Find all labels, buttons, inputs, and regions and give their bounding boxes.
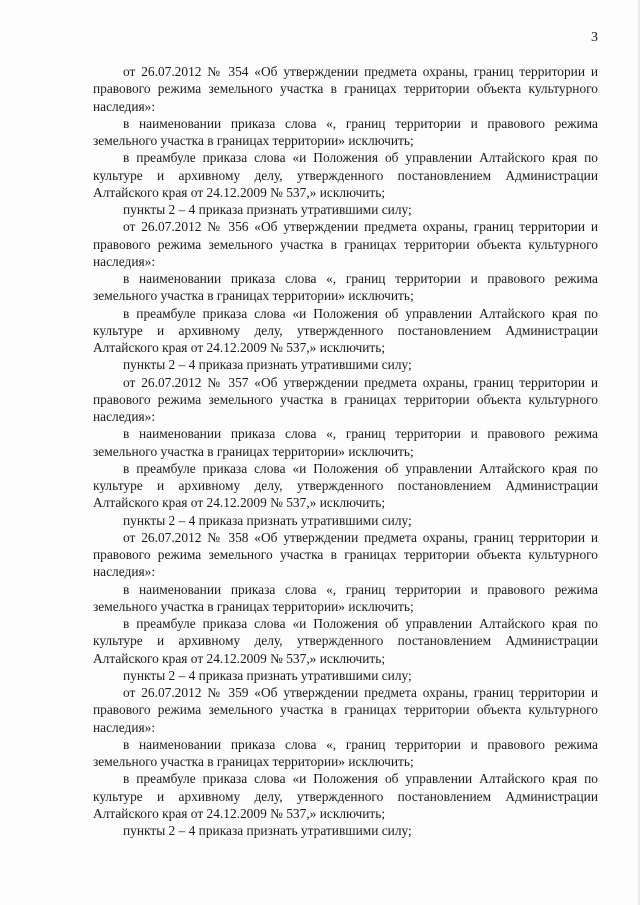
order-357-preamble-amendment: в преамбуле приказа слова «и Положения об управлении Алтайского края по культуре и архивному делу, утвержденного постановлением Администрации Алтайского края от 24.12.2009 № 537,» исключить; — [93, 460, 598, 511]
order-354-heading: от 26.07.2012 № 354 «Об утверждении предмета охраны, границ территории и правового режима земельного участка в границах территории объекта культурного наследия»: — [93, 64, 598, 114]
order-359-title-amendment: в наименовании приказа слова «, границ территории и правового режима земельного участка в границах территории» исключить; — [93, 736, 598, 769]
order-357-points-repeal: пункты 2 – 4 приказа признать утратившими силу; — [123, 512, 412, 528]
order-357-title-amendment: в наименовании приказа слова «, границ территории и правового режима земельного участка в границах территории» исключить; — [93, 426, 598, 459]
order-354-title-amendment: в наименовании приказа слова «, границ территории и правового режима земельного участка в границах территории» исключить; — [93, 115, 598, 148]
order-358-heading: от 26.07.2012 № 358 «Об утверждении предмета охраны, границ территории и правового режима земельного участка в границах территории объекта культурного наследия»: — [93, 529, 598, 580]
order-358-points-repeal: пункты 2 – 4 приказа признать утратившими силу; — [123, 667, 412, 683]
order-359-heading: от 26.07.2012 № 359 «Об утверждении предмета охраны, границ территории и правового режима земельного участка в границах территории объекта культурного наследия»: — [93, 685, 598, 735]
order-358-preamble-amendment: в преамбуле приказа слова «и Положения об управлении Алтайского края по культуре и архивному делу, утвержденного постановлением Администрации Алтайского края от 24.12.2009 № 537,» исключить; — [93, 616, 598, 666]
order-359-points-repeal: пункты 2 – 4 приказа признать утратившими силу; — [123, 823, 412, 838]
order-356-points-repeal: пункты 2 – 4 приказа признать утратившими силу; — [123, 357, 412, 373]
order-356-heading: от 26.07.2012 № 356 «Об утверждении предмета охраны, границ территории и правового режима земельного участка в границах территории объекта культурного наследия»: — [93, 219, 598, 269]
order-358-title-amendment: в наименовании приказа слова «, границ территории и правового режима земельного участка в границах территории» исключить; — [93, 581, 598, 614]
order-354-points-repeal: пункты 2 – 4 приказа признать утратившими силу; — [123, 202, 412, 217]
order-359-preamble-amendment: в преамбуле приказа слова «и Положения об управлении Алтайского края по культуре и архивному делу, утвержденного постановлением Администрации Алтайского края от 24.12.2009 № 537,» исключить; — [93, 771, 598, 821]
order-354-preamble-amendment: в преамбуле приказа слова «и Положения об управлении Алтайского края по культуре и архивному делу, утвержденного постановлением Администрации Алтайского края от 24.12.2009 № 537,» исключить; — [93, 150, 598, 200]
document-body — [93, 63, 598, 839]
order-356-preamble-amendment: в преамбуле приказа слова «и Положения об управлении Алтайского края по культуре и архивному делу, утвержденного постановлением Администрации Алтайского края от 24.12.2009 № 537,» исключить; — [93, 305, 598, 355]
page-number: 3 — [591, 30, 598, 45]
order-356-title-amendment: в наименовании приказа слова «, границ территории и правового режима земельного участка в границах территории» исключить; — [93, 271, 598, 304]
order-357-heading: от 26.07.2012 № 357 «Об утверждении предмета охраны, границ территории и правового режима земельного участка в границах территории объекта культурного наследия»: — [93, 374, 598, 424]
